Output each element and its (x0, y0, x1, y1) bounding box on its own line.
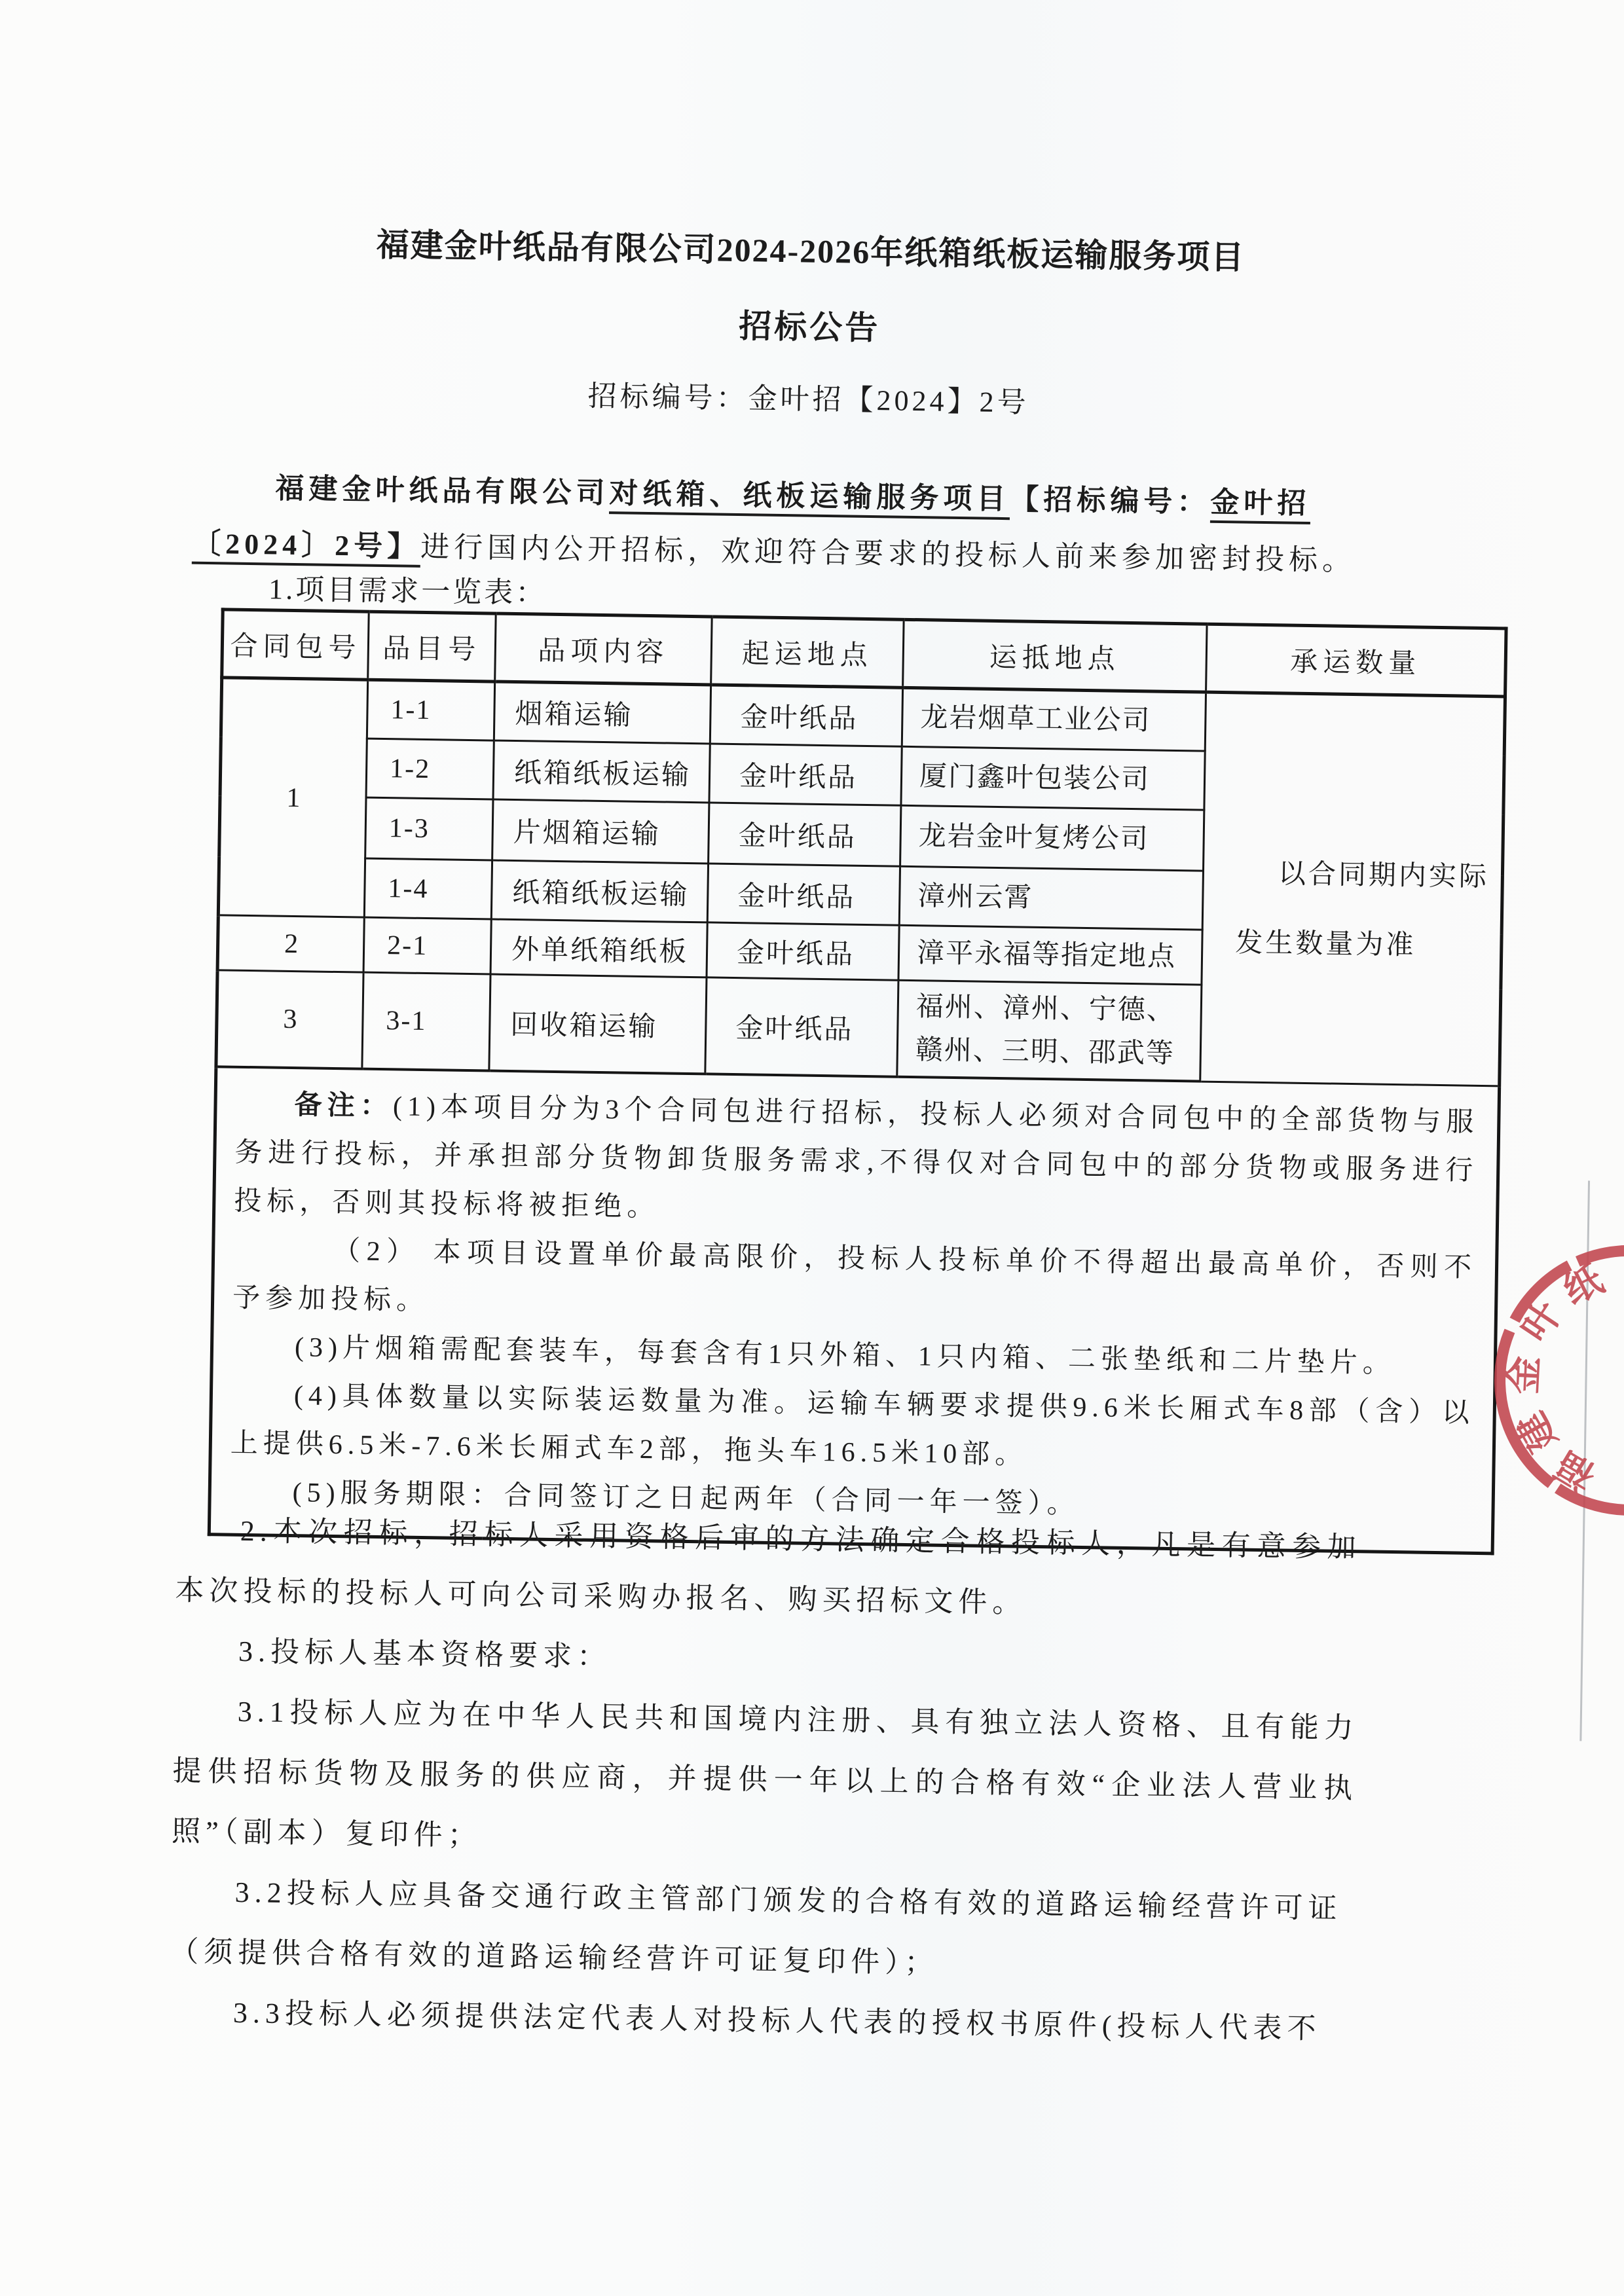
header-package-no: 合同包号 (222, 610, 369, 680)
cell-destination: 福州、漳州、宁德、赣州、三明、邵武等 (897, 980, 1202, 1081)
cell-content: 外单纸箱纸板 (490, 919, 707, 977)
paragraph-3: 3.投标人基本资格要求： (238, 1635, 612, 1673)
intro-tender-no-part2: 〔2024〕2号】 (191, 527, 421, 563)
intro-rest: 进行国内公开招标，欢迎符合要求的投标人前来参加密封投标。 (420, 530, 1356, 577)
header-destination: 运抵地点 (903, 619, 1207, 692)
requirements-table (208, 608, 1508, 1555)
cell-content: 烟箱运输 (494, 682, 710, 744)
cell-item-no: 1-2 (366, 738, 494, 799)
note-3: (3)片烟箱需配套装车，每套含有1只外箱、1只内箱、二张垫纸和二片垫片。 (294, 1332, 1396, 1379)
seal-char-fu: 福 (1548, 1443, 1603, 1499)
paragraph-3-1: 3.1投标人应为在中华人民共和国境内注册、具有独立法人资格、且有能力提供招标货物及服务的供应商，并提供一年以上的合格有效“企业法人营业执照”（副本）复印件； (171, 1695, 1359, 1852)
cell-item-no: 2-1 (363, 917, 491, 974)
cell-destination: 龙岩烟草工业公司 (902, 687, 1206, 751)
paragraph-3-2-line1: 3.2投标人应具备交通行政主管部门颁发的合格有效的道路运输经营许可证 (234, 1876, 1342, 1925)
notes-cell (209, 1066, 1499, 1553)
cell-destination: 龙岩金叶复烤公司 (900, 805, 1204, 871)
document-title: 福建金叶纸品有限公司2024-2026年纸箱纸板运输服务项目 (376, 226, 1246, 276)
note-1-text: (1)本项目分为3个合同包进行招标，投标人必须对合同包中的全部货物与服务进行投标，并承担部分货物卸货服务需求,不得仅对合同包中的部分货物或服务进行投标，否则其投标将被拒绝。 (234, 1091, 1479, 1223)
cell-item-no: 3-1 (362, 972, 490, 1070)
cell-origin: 金叶纸品 (709, 803, 901, 866)
note-label: 备注： (294, 1090, 394, 1122)
intro-bracket: 【招标编号： (1010, 483, 1211, 519)
cell-package-2: 2 (217, 915, 364, 972)
header-item-no: 品目号 (368, 611, 496, 682)
cell-origin: 金叶纸品 (709, 744, 902, 805)
paragraph-3-3: 3.3投标人必须提供法定代表人对投标人代表的授权书原件(投标人代表不 (232, 1996, 1321, 2045)
note-2: （2） 本项目设置单价最高限价，投标人投标单价不得超出最高单价，否则不予参加投标。 (232, 1235, 1477, 1317)
seal-char-jin: 金 (1502, 1355, 1547, 1395)
cell-destination: 漳平永福等指定地点 (898, 925, 1202, 985)
intro-tender-no-part1: 金叶招 (1209, 486, 1311, 520)
paragraph-3-2-line2: （须提供合格有效的道路运输经营许可证复印件）； (169, 1935, 939, 1979)
paragraph-2: 2.本次招标，招标人采用资格后审的方法确定合格投标人，凡是有意参加本次投标的投标人可向公司采购办报名、购买招标文件。 (175, 1514, 1362, 1619)
company-seal-stamp (1473, 1221, 1624, 1546)
cell-content: 回收箱运输 (489, 974, 707, 1074)
cell-item-no: 1-4 (364, 858, 492, 919)
paragraph-3-2 (170, 1861, 1357, 1999)
table-notes-row (209, 1066, 1499, 1553)
quantity-note (1204, 838, 1501, 981)
note-4: (4)具体数量以实际装运数量为准。运输车辆要求提供9.6米长厢式车8部（含）以上提供6.5米-7.6米长厢式车2部，拖头车16.5米10部。 (230, 1381, 1475, 1470)
document-subtitle: 招标公告 (738, 308, 881, 347)
cell-content: 纸箱纸板运输 (493, 740, 710, 803)
section1-label: 1.项目需求一览表： (268, 573, 547, 610)
cell-package-3: 3 (216, 970, 363, 1069)
cell-origin: 金叶纸品 (705, 977, 898, 1077)
header-quantity: 承运数量 (1206, 624, 1506, 697)
header-origin: 起运地点 (711, 617, 904, 687)
cell-item-no: 1-1 (367, 680, 494, 740)
cell-content: 纸箱纸板运输 (491, 860, 708, 922)
cell-item-no: 1-3 (365, 797, 493, 860)
cell-destination: 厦门鑫叶包装公司 (901, 746, 1205, 810)
note-5: (5)服务期限：合同签订之日起两年（合同一年一签）。 (292, 1478, 1080, 1520)
cell-quantity-merged (1200, 692, 1505, 1085)
cell-origin: 金叶纸品 (707, 864, 900, 925)
intro-project-underlined: 对纸箱、纸板运输服务项目 (609, 477, 1010, 516)
header-item-content: 品项内容 (495, 613, 712, 685)
intro-company: 福建金叶纸品有限公司 (275, 472, 610, 510)
cell-content: 片烟箱运输 (492, 799, 709, 864)
tender-number-line: 招标编号：金叶招【2024】2号 (587, 380, 1029, 419)
seal-char-ye: 叶 (1513, 1294, 1570, 1349)
body-paragraphs (168, 1500, 1361, 2060)
quantity-note-line1: 以合同期内实际 (1278, 859, 1490, 892)
quantity-note-line2: 发生数量为准 (1235, 928, 1416, 961)
cell-origin: 金叶纸品 (710, 685, 902, 746)
cell-destination: 漳州云霄 (899, 866, 1203, 930)
cell-package-1: 1 (218, 678, 367, 917)
note-1 (234, 1080, 1479, 1244)
seal-char-jian: 建 (1509, 1404, 1565, 1459)
seal-char-zhi: 纸 (1557, 1257, 1610, 1313)
cell-origin: 金叶纸品 (707, 922, 899, 980)
